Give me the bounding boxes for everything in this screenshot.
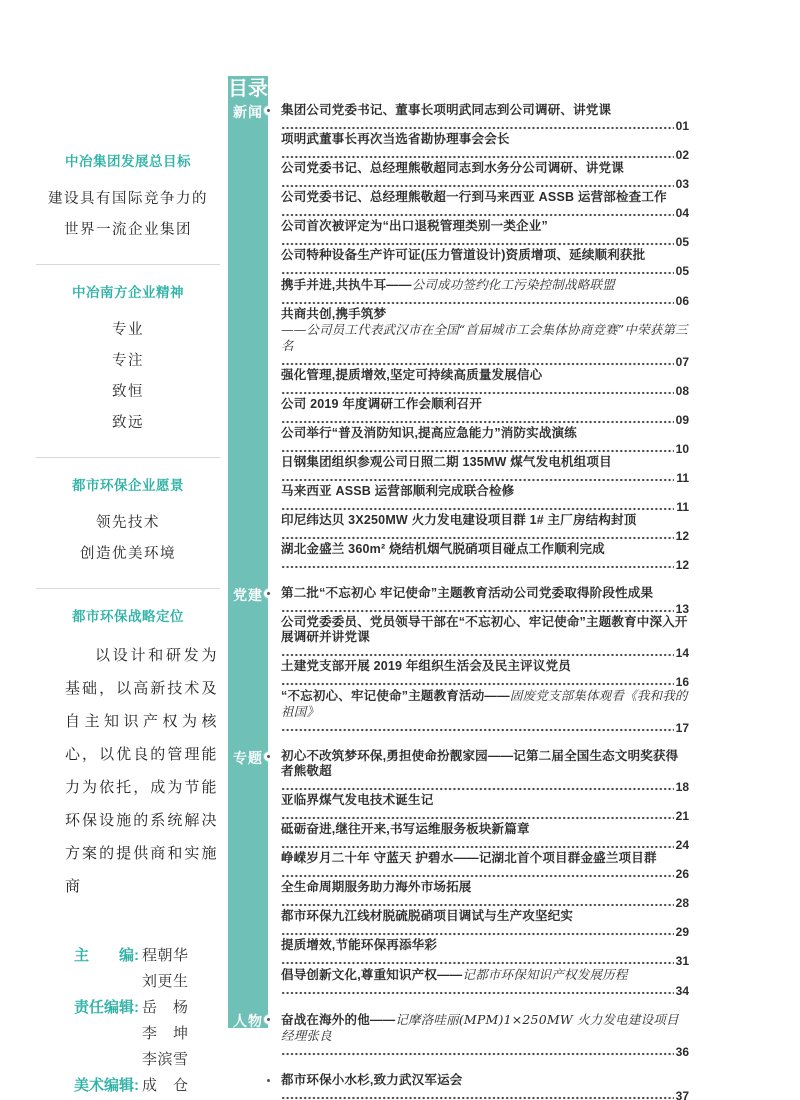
toc-page-number: 16: [675, 675, 689, 689]
toc-entry-title: [281, 161, 689, 176]
toc-entry: [281, 426, 689, 455]
toc-entry-text: 公司党委委员、党员领导干部在“不忘初心、牢记使命”主题教育中深入开展调研并讲党课: [281, 615, 688, 644]
toc-entry-title: [281, 219, 689, 234]
dotted-leader: [281, 301, 674, 305]
sidebar-line: 领先技术: [96, 515, 160, 531]
toc-leader-row: [281, 176, 689, 190]
bullet-dot: [267, 1018, 270, 1021]
toc-page-number: 36: [675, 1045, 689, 1059]
editor-credits: [36, 943, 220, 1099]
toc-page-number: 24: [675, 838, 689, 852]
dotted-leader: [281, 362, 674, 366]
toc-section: [233, 749, 689, 998]
toc-entry: [281, 1012, 689, 1058]
toc-entry: [281, 277, 689, 307]
dotted-leader: [281, 874, 674, 878]
toc-entry-subtitle: 记都市环保知识产权发展历程: [462, 967, 628, 982]
toc-entry-title: [281, 322, 689, 354]
dotted-leader: [281, 682, 674, 686]
toc-page-number: 05: [675, 264, 689, 278]
toc-entry: [281, 513, 689, 542]
toc-page-number: 11: [676, 500, 689, 514]
toc-entry-title: [281, 967, 689, 983]
toc-leader-row: [281, 601, 689, 615]
toc-entry-title: [281, 909, 689, 924]
toc-entry-title: [281, 688, 689, 720]
dotted-leader: [281, 271, 674, 275]
toc-entry-title: [281, 793, 689, 808]
toc-entry: [281, 307, 689, 368]
sidebar-block: [36, 281, 220, 439]
toc-page-number: 06: [675, 294, 689, 308]
dotted-leader: [281, 565, 674, 569]
editor-role-label: 美术编辑:: [74, 1077, 139, 1094]
editor-name: 李 坤: [142, 1025, 189, 1042]
toc-leader-row: [281, 1044, 689, 1058]
toc-entry-text: 都市环保小水杉,致力武汉军运会: [281, 1073, 463, 1087]
toc-entry-text: 公司特种设备生产许可证(压力管道设计)资质增项、延续顺利获批: [281, 248, 646, 262]
dotted-leader: [281, 845, 674, 849]
toc-page-number: 02: [675, 148, 689, 162]
sidebar-blocks: [36, 150, 220, 903]
sidebar-heading: 都市环保战略定位: [72, 609, 184, 624]
toc-entry-subtitle: ——公司员工代表武汉市在全国“首届城市工会集体协商竞赛”中荣获第三名: [281, 322, 688, 353]
section-bullet-icon: [264, 589, 273, 598]
toc-entry: [281, 880, 689, 909]
toc-entry: [281, 219, 689, 248]
dotted-leader: [281, 1096, 674, 1100]
toc-leader-row: [281, 118, 689, 132]
editor-role-label: [74, 1021, 142, 1047]
toc-entry-text: 日钢集团组织参观公司日照二期 135MW 煤气发电机组项目: [281, 455, 612, 469]
section-bullet-icon: [264, 1015, 273, 1024]
toc-page-number: 10: [675, 442, 689, 456]
toc-entry: [281, 1073, 689, 1100]
toc-entry-text: 印尼纬达贝 3X250MW 火力发电建设项目群 1# 主厂房结构封顶: [281, 513, 637, 527]
toc-entry-title: [281, 484, 689, 499]
toc-leader-row: [281, 720, 689, 734]
toc-leader-row: [281, 953, 689, 967]
toc-entry: [281, 688, 689, 734]
toc-entry-text: 强化管理,提质增效,坚定可持续高质量发展信心: [281, 368, 543, 382]
toc-entry-text: 第二批“不忘初心 牢记使命”主题教育活动公司党委取得阶段性成果: [281, 586, 654, 600]
toc-leader-row: [281, 674, 689, 688]
dotted-leader: [281, 903, 674, 907]
toc-entry-title: [281, 397, 689, 412]
toc-entry: [281, 455, 689, 484]
toc-entry-text: 集团公司党委书记、董事长项明武同志到公司调研、讲党课: [281, 103, 612, 117]
dotted-leader: [281, 420, 674, 424]
toc-page-number: 21: [675, 809, 689, 823]
toc-entry: [281, 161, 689, 190]
toc-entry: [281, 542, 689, 571]
toc-entry: [281, 484, 689, 513]
toc-page-number: 28: [675, 896, 689, 910]
toc-page-number: 13: [675, 602, 689, 616]
toc-page-number: 37: [675, 1089, 689, 1100]
toc-leader-row: [281, 983, 689, 997]
sidebar-line: 专业: [112, 322, 144, 338]
sidebar: [36, 150, 220, 1099]
toc-entry-title: [281, 586, 689, 601]
dotted-leader: [281, 155, 674, 159]
sidebar-heading: 中冶集团发展总目标: [65, 154, 191, 169]
editor-name: 岳 杨: [142, 999, 189, 1016]
toc-entry-title: [281, 822, 689, 837]
toc-entry-title: [281, 513, 689, 528]
toc-entry: [281, 967, 689, 997]
sidebar-line: 创造优美环境: [80, 546, 176, 562]
toc-leader-row: [281, 412, 689, 426]
toc-entry-text: 土建党支部开展 2019 年组织生活会及民主评议党员: [281, 659, 571, 673]
toc-entry: [281, 749, 689, 793]
toc-leader-row: [281, 293, 689, 307]
toc-page-number: 12: [675, 529, 689, 543]
bullet-dot: [267, 592, 270, 595]
toc-entry-title: [281, 880, 689, 895]
toc-page-number: 03: [675, 177, 689, 191]
toc-entry: [281, 793, 689, 822]
dotted-leader: [281, 478, 674, 482]
toc-leader-row: [281, 645, 689, 659]
sidebar-divider: [36, 264, 220, 265]
toc-entry-text: 公司党委书记、总经理熊敬超一行到马来西亚 ASSB 运营部检查工作: [281, 190, 667, 204]
editor-name: 程朝华: [142, 947, 189, 964]
toc-entry-title: [281, 1012, 689, 1044]
toc-entry: [281, 938, 689, 967]
toc-leader-row: [281, 924, 689, 938]
toc-entry: [281, 822, 689, 851]
dotted-leader: [281, 184, 674, 188]
toc-section-label: 人物: [233, 1013, 263, 1029]
toc-entry-text: 携手并进,共执牛耳——: [281, 278, 412, 292]
toc-page-number: 17: [675, 721, 689, 735]
toc-section-label: 专题: [233, 750, 263, 766]
toc-entry-text: 亚临界煤气发电技术诞生记: [281, 793, 434, 807]
toc-entry: [281, 851, 689, 880]
toc-page-number: 04: [675, 206, 689, 220]
editor-row: [36, 969, 220, 995]
toc-page-number: 12: [675, 558, 689, 572]
toc-entry: [281, 909, 689, 938]
toc-entry: [281, 248, 689, 277]
dotted-leader: [281, 609, 674, 613]
toc-entry-title: [281, 248, 689, 263]
dotted-leader: [281, 507, 674, 511]
toc-entry-text: 奋战在海外的他——: [281, 1013, 396, 1027]
toc-leader-row: [281, 383, 689, 397]
dotted-leader: [281, 653, 674, 657]
toc-entry-title: [281, 190, 689, 205]
toc-entry-title: [281, 307, 689, 322]
toc-leader-row: [281, 205, 689, 219]
toc-section: [233, 586, 689, 735]
toc-leader-row: [281, 557, 689, 571]
bullet-dot: [267, 755, 270, 758]
toc-entry: [281, 132, 689, 161]
sidebar-block: [36, 605, 220, 903]
dotted-leader: [281, 1052, 674, 1056]
toc-entry: [281, 659, 689, 688]
toc-entry-text: 公司举行“普及消防知识,提高应急能力”消防实战演练: [281, 426, 577, 440]
toc-entry: [281, 190, 689, 219]
toc-leader-row: [281, 441, 689, 455]
toc-page-number: 34: [675, 984, 689, 998]
editor-row: [36, 943, 220, 969]
toc-entry: [281, 397, 689, 426]
section-bullet-icon: [264, 1076, 273, 1085]
toc-entry-title: [281, 132, 689, 147]
toc-entry: [281, 368, 689, 397]
toc-entry-text: 全生命周期服务助力海外市场拓展: [281, 880, 472, 894]
editor-role-label: [74, 969, 142, 995]
sidebar-line: 专注: [112, 353, 144, 369]
toc-leader-row: [281, 837, 689, 851]
editor-name: 成 仓: [142, 1077, 189, 1094]
toc-entry-text: 倡导创新文化,尊重知识产权——: [281, 968, 463, 982]
sidebar-block: [36, 474, 220, 570]
toc-page-number: 07: [675, 355, 689, 369]
section-bullet-icon: [264, 752, 273, 761]
dotted-leader: [281, 991, 674, 995]
sidebar-divider: [36, 457, 220, 458]
toc-section-label: 党建: [233, 587, 263, 603]
sidebar-block: [36, 150, 220, 246]
dotted-leader: [281, 961, 674, 965]
dotted-leader: [281, 126, 674, 130]
bullet-dot: [267, 1079, 270, 1082]
toc-entry-text: 砥砺奋进,继往开来,书写运维服务板块新篇章: [281, 822, 530, 836]
toc-entry-text: 共商共创,携手筑梦: [281, 307, 387, 321]
dotted-leader: [281, 242, 674, 246]
toc-page-number: 05: [675, 235, 689, 249]
editor-role-label: [74, 1047, 142, 1073]
sidebar-heading: 都市环保企业愿景: [72, 478, 184, 493]
sidebar-line: 建设具有国际竞争力的: [48, 191, 208, 207]
toc-entry-title: [281, 615, 689, 645]
toc-leader-row: [281, 499, 689, 513]
toc-page-number: 14: [675, 646, 689, 660]
toc-entry: [281, 586, 689, 615]
toc-leader-row: [281, 866, 689, 880]
toc-page-number: 11: [676, 471, 689, 485]
sidebar-line: 致远: [112, 415, 144, 431]
dotted-leader: [281, 536, 674, 540]
toc-entry-title: [281, 368, 689, 383]
toc-page-number: 31: [675, 954, 689, 968]
toc-entry-title: [281, 426, 689, 441]
dotted-leader: [281, 728, 674, 732]
toc-section-label: 文化: [233, 1074, 263, 1090]
toc-entry-text: 都市环保九江线材脱硫脱硝项目调试与生产攻坚纪实: [281, 909, 574, 923]
dotted-leader: [281, 816, 674, 820]
toc-page-number: 09: [675, 413, 689, 427]
toc-list: [233, 103, 689, 1100]
toc-entry-title: [281, 1073, 689, 1088]
toc-entry-text: 项明武董事长再次当选省勘协理事会会长: [281, 132, 510, 146]
toc-leader-row: [281, 354, 689, 368]
dotted-leader: [281, 449, 674, 453]
toc-entry-subtitle: 公司成功签约化工污染控制战略联盟: [411, 277, 615, 292]
toc-leader-row: [281, 470, 689, 484]
toc-entry-subtitle: 记摩洛哇丽(MPM)1×250MW 火力发电建设项目经理张良: [281, 1012, 679, 1043]
toc-entry: [281, 615, 689, 659]
toc-page-number: 26: [675, 867, 689, 881]
toc-leader-row: [281, 808, 689, 822]
toc-leader-row: [281, 147, 689, 161]
toc-entry-text: 公司 2019 年度调研工作会顺利召开: [281, 397, 483, 411]
dotted-leader: [281, 932, 674, 936]
toc-entry: [281, 103, 689, 132]
sidebar-divider: [36, 588, 220, 589]
toc-leader-row: [281, 528, 689, 542]
toc-entry-text: 马来西亚 ASSB 运营部顺利完成联合检修: [281, 484, 515, 498]
toc-entry-text: “不忘初心、牢记使命”主题教育活动——: [281, 689, 510, 703]
toc-page-number: 01: [675, 119, 689, 133]
toc-entry-text: 公司党委书记、总经理熊敬超同志到水务分公司调研、讲党课: [281, 161, 624, 175]
toc-entry-title: [281, 455, 689, 470]
editor-row: [36, 1021, 220, 1047]
toc-bar: [228, 76, 268, 1028]
toc-entry-text: 峥嵘岁月二十年 守蓝天 护碧水——记湖北首个项目群金盛兰项目群: [281, 851, 657, 865]
toc-entry-text: 初心不改筑梦环保,勇担使命扮靓家园——记第二届全国生态文明奖获得者熊敬超: [281, 749, 679, 778]
toc-entry-title: [281, 542, 689, 557]
editor-row: [36, 1073, 220, 1099]
toc-page-number: 18: [675, 780, 689, 794]
editor-row: [36, 1047, 220, 1073]
sidebar-paragraph: 以设计和研发为基础，以高新技术及自主知识产权为核心，以优良的管理能力为依托，成为节能环保设施的系统解决方案的提供商和实施商: [65, 646, 217, 895]
sidebar-line: 致恒: [112, 384, 144, 400]
editor-role-label: 主 编:: [74, 947, 139, 964]
toc-entry-title: [281, 277, 689, 293]
toc-section: [233, 1073, 689, 1100]
toc-entry-title: [281, 851, 689, 866]
toc-page-number: 08: [675, 384, 689, 398]
toc-leader-row: [281, 1088, 689, 1100]
toc-section-label: 新闻: [233, 104, 263, 120]
toc-entry-text: 湖北金盛兰 360m² 烧结机烟气脱硝项目碰点工作顺利完成: [281, 542, 605, 556]
toc-entry-title: [281, 659, 689, 674]
toc-entry-subtitle: 固废党支部集体观看《我和我的祖国》: [281, 688, 688, 719]
sidebar-heading: 中冶南方企业精神: [72, 285, 184, 300]
section-bullet-icon: [264, 106, 273, 115]
toc-entry-title: [281, 749, 689, 779]
toc-leader-row: [281, 234, 689, 248]
toc-entry-text: 公司首次被评定为“出口退税管理类别一类企业”: [281, 219, 548, 233]
dotted-leader: [281, 213, 674, 217]
bullet-dot: [267, 109, 270, 112]
toc-title: 目录: [228, 78, 268, 100]
toc-leader-row: [281, 895, 689, 909]
toc-leader-row: [281, 779, 689, 793]
editor-row: [36, 995, 220, 1021]
editor-role-label: 责任编辑:: [74, 999, 139, 1016]
toc-section: [233, 103, 689, 572]
editor-name: 刘更生: [142, 973, 189, 990]
dotted-leader: [281, 787, 674, 791]
toc-section: [233, 1012, 689, 1059]
toc-leader-row: [281, 263, 689, 277]
toc-entry-title: [281, 103, 689, 118]
sidebar-line: 世界一流企业集团: [64, 222, 192, 238]
toc-entry-text: 提质增效,节能环保再添华彩: [281, 938, 438, 952]
toc-entry-title: [281, 938, 689, 953]
editor-name: 李滨雪: [142, 1051, 189, 1068]
dotted-leader: [281, 391, 674, 395]
toc-page-number: 29: [675, 925, 689, 939]
